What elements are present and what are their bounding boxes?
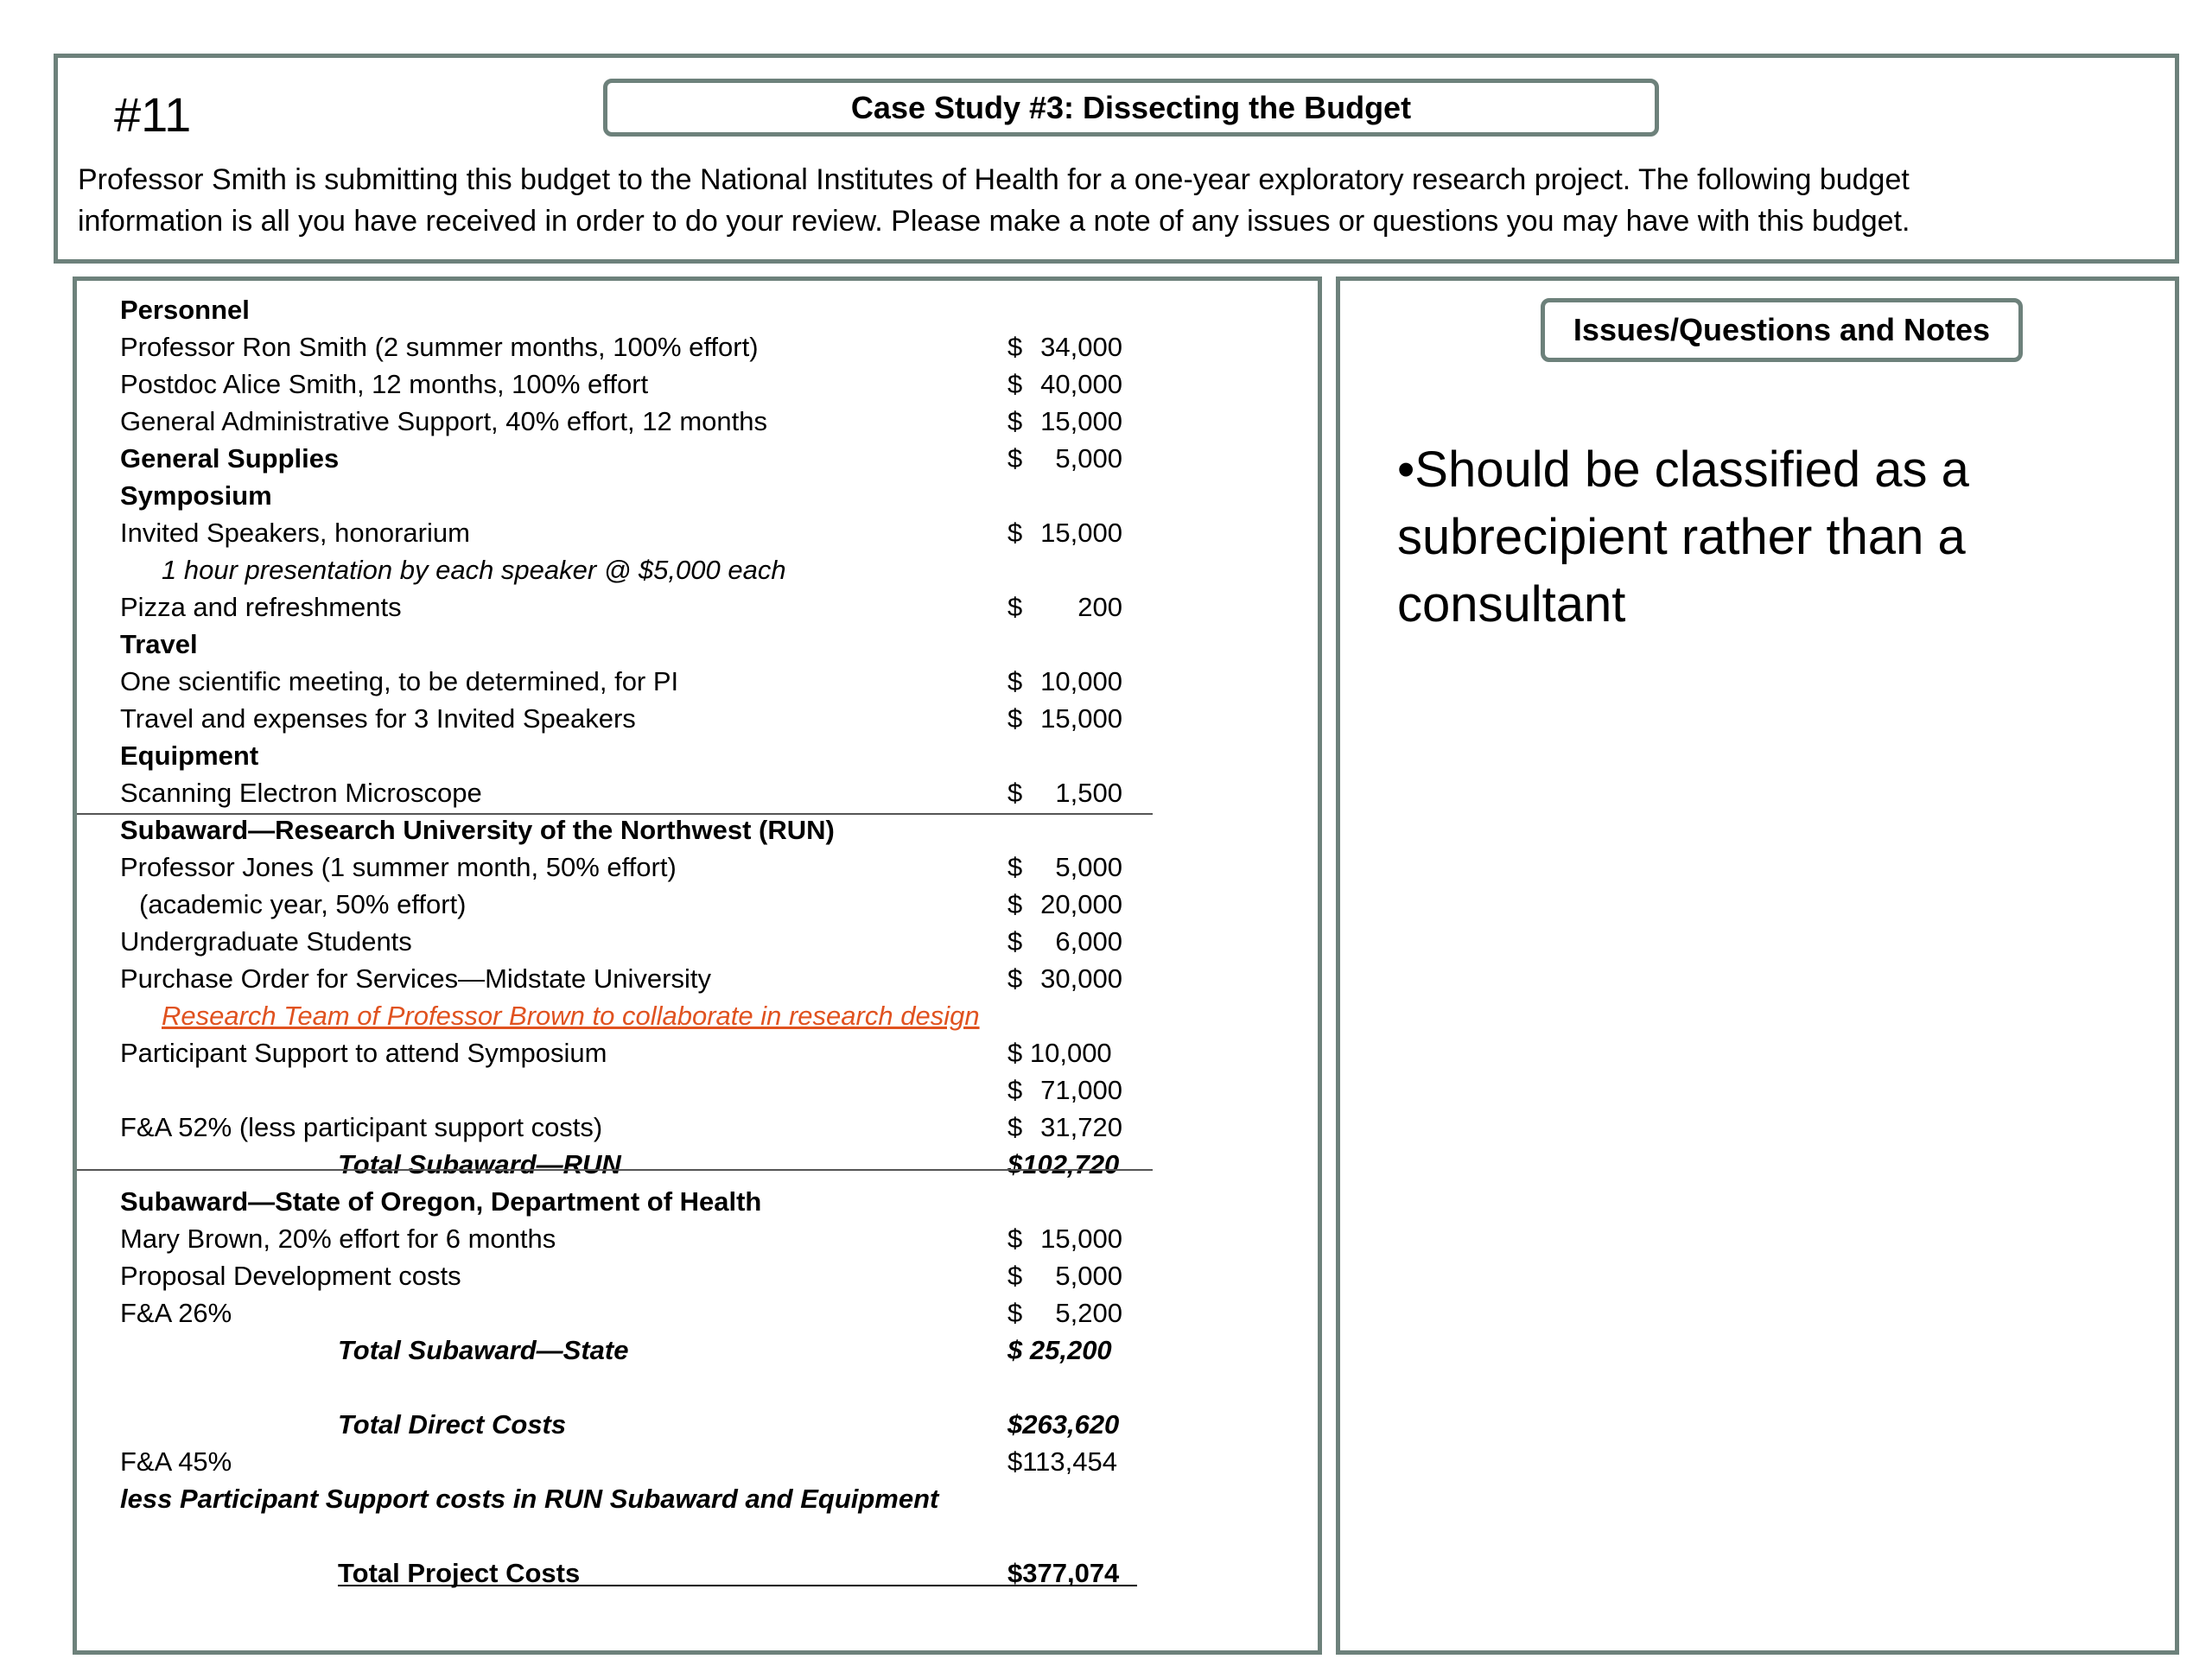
microscope-amount: $ 1,500 xyxy=(1007,778,1122,808)
symposium-heading: Symposium xyxy=(120,480,272,511)
divider-line xyxy=(77,1169,1153,1171)
undergrad-amount: $ 6,000 xyxy=(1007,926,1122,957)
jones-academic-label: (academic year, 50% effort) xyxy=(139,889,467,919)
notes-heading: Issues/Questions and Notes xyxy=(1541,298,2023,362)
project-costs-amount: $377,074 xyxy=(1007,1558,1120,1588)
intro-text xyxy=(78,159,2134,242)
brown-team-note: Research Team of Professor Brown to collaborate in research design xyxy=(162,1001,980,1031)
slide-number: #11 xyxy=(114,87,192,142)
pizza-label: Pizza and refreshments xyxy=(120,592,402,622)
speakers-note: 1 hour presentation by each speaker @ $5,000 each xyxy=(162,555,786,585)
jones-summer-label: Professor Jones (1 summer month, 50% effort) xyxy=(120,852,677,882)
travel-heading: Travel xyxy=(120,629,198,659)
personnel-heading: Personnel xyxy=(120,295,250,325)
speakers-honorarium-label: Invited Speakers, honorarium xyxy=(120,518,470,548)
proposal-costs-amount: $ 5,000 xyxy=(1007,1261,1122,1291)
participant-support-amount: $ 10,000 xyxy=(1007,1038,1112,1068)
admin-support-label: General Administrative Support, 40% effort, 12 months xyxy=(120,406,767,436)
supplies-heading: General Supplies xyxy=(120,443,340,474)
jones-summer-amount: $ 5,000 xyxy=(1007,852,1122,882)
state-fa-label: F&A 26% xyxy=(120,1298,232,1328)
postdoc-salary-label: Postdoc Alice Smith, 12 months, 100% effort xyxy=(120,369,649,399)
run-fa-label: F&A 52% (less participant support costs) xyxy=(120,1112,603,1142)
purchase-order-amount: $ 30,000 xyxy=(1007,963,1122,994)
undergrad-label: Undergraduate Students xyxy=(120,926,412,957)
fa-label: F&A 45% xyxy=(120,1446,232,1477)
project-costs-label: Total Project Costs xyxy=(338,1558,581,1588)
budget-table xyxy=(77,281,1318,1650)
state-subaward-heading: Subaward—State of Oregon, Department of Health xyxy=(120,1186,762,1217)
speaker-travel-label: Travel and expenses for 3 Invited Speakers xyxy=(120,703,636,734)
speakers-honorarium-amount: $ 15,000 xyxy=(1007,518,1122,548)
pi-meeting-amount: $ 10,000 xyxy=(1007,666,1122,696)
run-subaward-heading: Subaward—Research University of the Northwest (RUN) xyxy=(120,815,835,845)
case-study-title: Case Study #3: Dissecting the Budget xyxy=(603,79,1659,137)
mary-brown-label: Mary Brown, 20% effort for 6 months xyxy=(120,1224,556,1254)
smith-salary-label: Professor Ron Smith (2 summer months, 100% effort) xyxy=(120,332,759,362)
run-total-label: Total Subaward—RUN xyxy=(338,1149,621,1179)
notes-panel xyxy=(1336,276,2179,1655)
speaker-travel-amount: $ 15,000 xyxy=(1007,703,1122,734)
mary-brown-amount: $ 15,000 xyxy=(1007,1224,1122,1254)
run-fa-amount: $ 31,720 xyxy=(1007,1112,1122,1142)
fa-amount: $113,454 xyxy=(1007,1446,1117,1477)
run-subtotal-amount: $ 71,000 xyxy=(1007,1075,1122,1105)
supplies-amount: $ 5,000 xyxy=(1007,443,1122,474)
state-fa-amount: $ 5,200 xyxy=(1007,1298,1122,1328)
microscope-label: Scanning Electron Microscope xyxy=(120,778,482,808)
fa-exclusion-note: less Participant Support costs in RUN Subaward and Equipment xyxy=(120,1484,939,1514)
participant-support-label: Participant Support to attend Symposium xyxy=(120,1038,607,1068)
run-total-amount: $102,720 xyxy=(1007,1149,1120,1179)
proposal-costs-label: Proposal Development costs xyxy=(120,1261,461,1291)
state-total-label: Total Subaward—State xyxy=(338,1335,629,1365)
purchase-order-label: Purchase Order for Services—Midstate University xyxy=(120,963,711,994)
postdoc-salary-amount: $ 40,000 xyxy=(1007,369,1122,399)
direct-costs-label: Total Direct Costs xyxy=(338,1409,567,1440)
jones-academic-amount: $ 20,000 xyxy=(1007,889,1122,919)
pizza-amount: $ 200 xyxy=(1007,592,1122,622)
smith-salary-amount: $ 34,000 xyxy=(1007,332,1122,362)
total-underline xyxy=(338,1585,1137,1586)
intro-line-2: information is all you have received in order to do your review. Please make a note of any issues or questions you may have with this budget. xyxy=(78,205,1910,238)
intro-line-1: Professor Smith is submitting this budget to the National Institutes of Health for a one-year exploratory research project. The following budget xyxy=(78,163,1910,196)
budget-panel xyxy=(73,276,1322,1655)
equipment-heading: Equipment xyxy=(120,741,259,771)
note-bullet: •Should be classified as a subrecipient rather than a consultant xyxy=(1397,442,1969,632)
admin-support-amount: $ 15,000 xyxy=(1007,406,1122,436)
pi-meeting-label: One scientific meeting, to be determined, for PI xyxy=(120,666,679,696)
direct-costs-amount: $263,620 xyxy=(1007,1409,1120,1440)
state-total-amount: $ 25,200 xyxy=(1007,1335,1112,1365)
